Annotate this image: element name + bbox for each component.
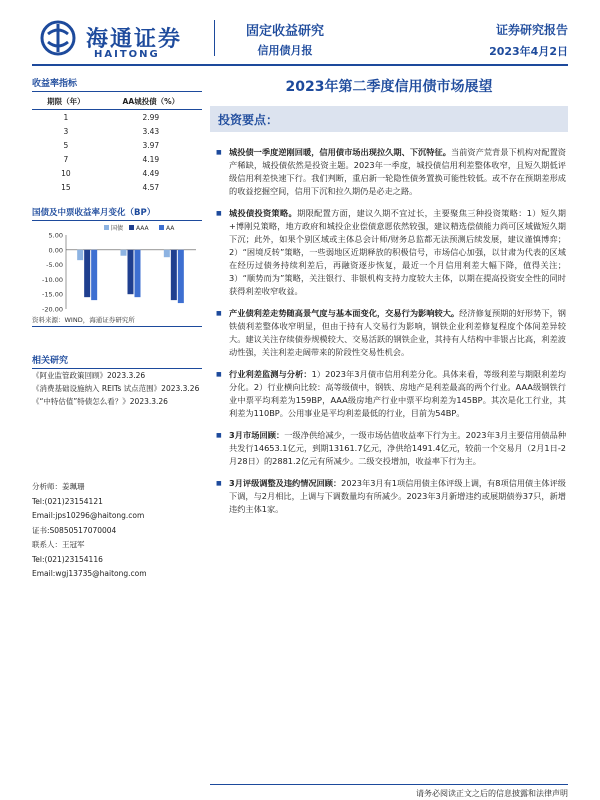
- analyst-email[interactable]: Email:jps10296@haitong.com: [32, 511, 145, 520]
- bar-AAA: [128, 250, 134, 294]
- key-points-body: [216, 146, 566, 525]
- key-point: [216, 307, 566, 359]
- yield-term: 1: [63, 112, 69, 122]
- bar-AAA: [171, 250, 177, 300]
- bar-国债: [121, 250, 127, 256]
- key-point: [216, 477, 566, 516]
- contact-email[interactable]: Email:wgj13735@haitong.com: [32, 569, 147, 578]
- header-rule: [32, 64, 568, 66]
- y-tick-label: -15.00: [42, 290, 63, 299]
- bar-AA: [178, 250, 184, 303]
- header-divider: [214, 20, 215, 56]
- page-title: 2023年第二季度信用债市场展望: [285, 79, 493, 95]
- related-item[interactable]: 《消费基础设施纳入 REITs 试点范围》2023.3.26: [32, 384, 200, 393]
- key-point-head: 3月市场回顾：: [229, 430, 285, 440]
- legend-label: 国债: [111, 225, 124, 232]
- table-row: [32, 166, 202, 180]
- key-points-bar: [210, 106, 568, 132]
- table-row: [32, 138, 202, 152]
- yield-change-chart: [32, 223, 202, 315]
- bar-AAA: [84, 250, 90, 297]
- page-header: [0, 0, 600, 64]
- yield-value: 2.99: [142, 112, 160, 122]
- yield-term: 10: [61, 168, 71, 178]
- analyst-cert: 证书:S0850517070004: [32, 525, 117, 535]
- table-row: [32, 110, 202, 125]
- key-point-text: 经济修复预期的好形势下，钢铁债利差整体收窄明显，但由于持有人交易行为影响，钢铁企业利差修复程度个体间差异较大。建议关注存续债券规模较大、交易活跃的钢铁企业，其持有人结构中非银占比高，利差波动性强，关注利差走阔带来的阶段性交易性机会。: [229, 308, 566, 357]
- related-research-title: 相关研究: [32, 353, 202, 369]
- legend-swatch: [159, 225, 164, 230]
- related-item[interactable]: 《“中特估值”特债怎么看？》2023.3.26: [32, 397, 168, 406]
- yield-col-term: 期限（年）: [32, 94, 100, 110]
- bar-国债: [164, 250, 170, 257]
- yield-term: 15: [61, 182, 71, 192]
- y-tick-label: 5.00: [48, 231, 63, 240]
- contact-name: 联系人：王冠军: [32, 540, 85, 549]
- y-tick-label: -20.00: [42, 305, 63, 314]
- logo-chinese: 海通证券: [86, 26, 183, 52]
- legend-label: AA: [166, 225, 175, 232]
- report-category: 固定收益研究: [245, 24, 324, 39]
- key-point-text: 1）2023年3月债市信用利差分化。具体来看，等级利差与期限利差均分化。2）行业横向比较：高等级债中，钢铁、房地产是利差最高的两个行业。AAA级钢铁行业中票平均利差为159BP，AAA级房地产行业中票平均利差为145BP。其次是化工行业，其利差为110BP。公用事业是平均利差最低的行业，目前为54BP。: [229, 369, 566, 418]
- report-type: 证券研究报告: [495, 23, 568, 37]
- yield-term: 7: [63, 154, 69, 164]
- key-point: [216, 368, 566, 420]
- yield-value: 3.97: [142, 140, 160, 150]
- y-tick-label: -5.00: [46, 261, 63, 270]
- y-tick-label: 0.00: [48, 246, 63, 255]
- key-point: [216, 429, 566, 468]
- table-row: [32, 180, 202, 194]
- legend-swatch: [104, 225, 109, 230]
- key-point-text: 一级净供给减少，一级市场估值收益率下行为主。2023年3月主要信用债品种共发行14653.1亿元，到期13161.7亿元，净供给1491.4亿元，较前一个交易月（2月1日-2月28日）的2881.2亿元有所减少。二级交投增加，收益率下行为主。: [229, 430, 567, 466]
- key-point: [216, 146, 566, 198]
- chart-source: 资料来源：WIND，海通证券研究所: [32, 315, 202, 327]
- yield-indicator-title: 收益率指标: [32, 76, 202, 92]
- related-item[interactable]: 《阿业监管政策回顾》2023.3.26: [32, 371, 146, 380]
- yield-table: [32, 94, 202, 194]
- yield-value: 3.43: [142, 126, 160, 136]
- yield-term: 5: [63, 140, 69, 150]
- key-point-head: 城投债一季度逆刚回暖，信用债市场出现拉久期、下沉特征。: [229, 147, 451, 157]
- analyst-tel: Tel:(021)23154121: [32, 496, 103, 506]
- legend-swatch: [129, 225, 134, 230]
- analyst-name: 分析师：姜珮珊: [32, 482, 85, 491]
- yield-value: 4.49: [142, 168, 160, 178]
- bar-AA: [91, 250, 97, 300]
- key-point-text: 2023年3月有1项信用债主体评级上调，有8项信用债主体评级下调，与2月相比，上调与下调数量均有所减少。2023年3月新增违约或展期债券37只，新增违约主体1家。: [229, 478, 566, 514]
- haitong-logo-icon: [40, 20, 76, 56]
- contact-tel: Tel:(021)23154116: [32, 554, 103, 564]
- table-row: [32, 152, 202, 166]
- key-point-head: 城投债投资策略。: [229, 208, 298, 218]
- key-points-label: 投资要点：: [218, 113, 279, 127]
- yield-table-header: [32, 94, 202, 110]
- logo-english: HAITONG: [94, 49, 160, 60]
- analyst-contacts: [32, 480, 202, 582]
- legend-label: AAA: [136, 225, 149, 232]
- report-date: 2023年4月2日: [489, 45, 568, 58]
- y-tick-label: -10.00: [42, 275, 63, 284]
- report-subcategory: 信用债月报: [257, 44, 313, 57]
- footer-rule: [210, 784, 568, 785]
- key-point-head: 行业利差监测与分析：: [229, 369, 312, 379]
- key-point-text: 当前资产荒背景下机构对配置资产稀缺，城投债依然是投资主题。2023年一季度，城投债信用利差整体收窄，且短久期低评级信用利差快速下行。我们判断，重启新一轮隐性债务置换可能性较低。或不存在预期差形成的收益挖掘空间，信用下沉和拉久期仍是必走之路。: [229, 147, 566, 196]
- key-point-head: 3月评级调整及违约情况回顾：: [229, 478, 342, 488]
- footer-disclaimer: 请务必阅读正文之后的信息披露和法律声明: [416, 789, 568, 798]
- key-point: [216, 207, 566, 298]
- chart-title: 国债及中票收益率月变化（BP）: [32, 206, 202, 221]
- table-row: [32, 124, 202, 138]
- bar-国债: [77, 250, 83, 260]
- bar-AA: [135, 250, 141, 297]
- yield-col-aa: AA城投债（%）: [100, 94, 202, 110]
- yield-value: 4.19: [142, 154, 160, 164]
- key-point-head: 产业债利差走势随高景气度与基本面变化，交易行为影响较大。: [229, 308, 460, 318]
- key-point-text: 期限配置方面，建议久期不宜过长，主要聚焦三种投资策略：1）短久期+博刚兑策略，地方政府和城投企业偿债意愿依然较强，建议精选偿债能力尚可区域做短久期下沉；此外，如果个别区域或主体总会计师/财务总监都无法预测后续发展，建议谨慎博弈；2）“困境反转”策略，一些弱地区近期释放的积极信号，市场信心加强，以甘肃为代表的区域在经历过债务持续利差后，再融资逐步恢复，最近一个月信用利差大幅下降，值得关注；3）“顺势而为”策略，关注银行、非银机构支持力度较大主体，以期在提高投资安全性的同时获得利差收窄收益。: [229, 208, 566, 296]
- sidebar: [32, 76, 202, 408]
- yield-term: 3: [63, 126, 69, 136]
- yield-value: 4.57: [142, 182, 160, 192]
